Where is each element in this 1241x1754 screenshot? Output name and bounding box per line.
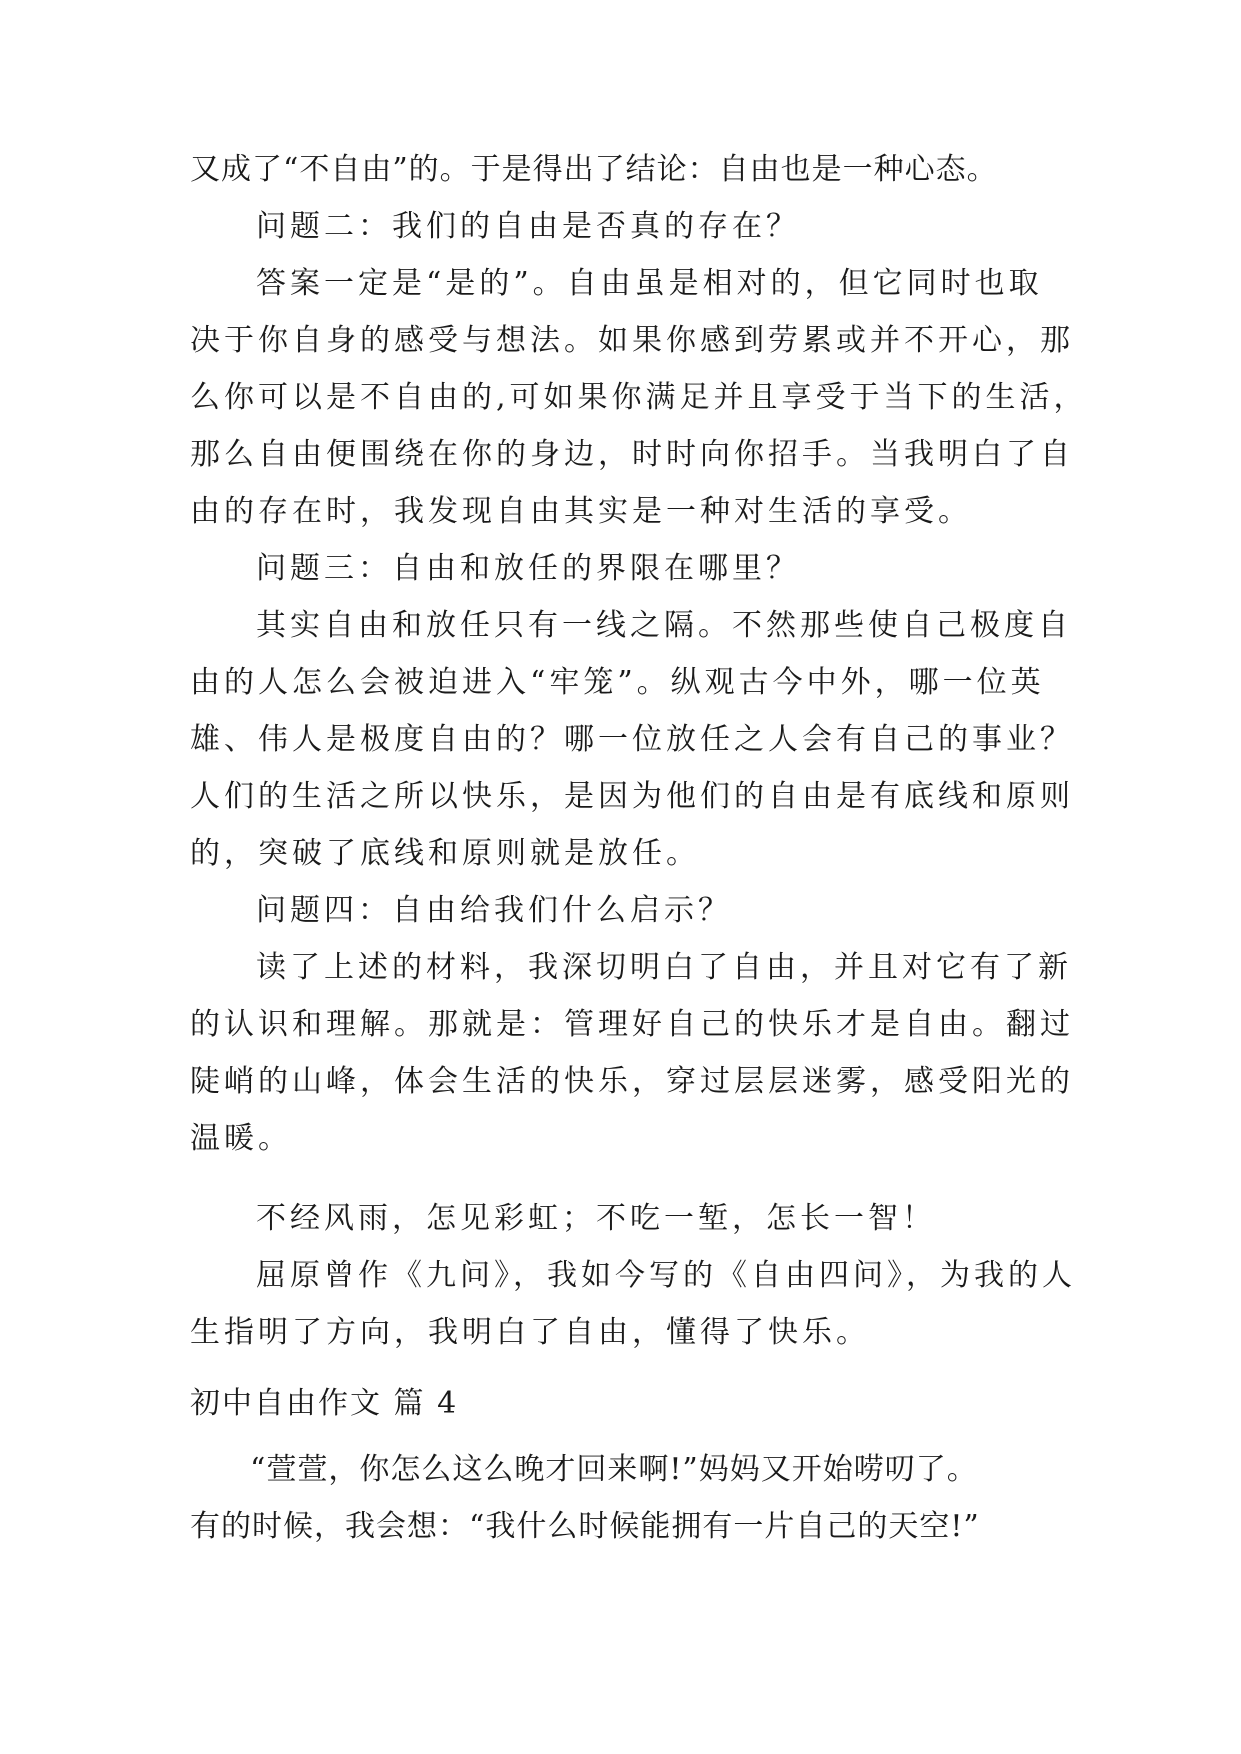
- text-line: 有的时候，我会想：“我什么时候能拥有一片自己的天空!”: [190, 1509, 980, 1544]
- text-line: 那么自由便围绕在你的身边，时时向你招手。当我明白了自: [190, 437, 1074, 472]
- text-line: “萱萱，你怎么这么晚才回来啊!”妈妈又开始唠叨了。: [250, 1452, 978, 1487]
- text-line: 其实自由和放任只有一线之隔。不然那些使自己极度自: [256, 608, 1072, 643]
- text-line: 由的存在时，我发现自由其实是一种对生活的享受。: [190, 494, 972, 529]
- question-three-heading: 问题三：自由和放任的界限在哪里？: [256, 551, 800, 586]
- text-line: 不经风雨，怎见彩虹；不吃一堑，怎长一智！: [256, 1201, 936, 1236]
- text-line: 么你可以是不自由的,可如果你满足并且享受于当下的生活，: [190, 380, 1088, 415]
- text-line: 由的人怎么会被迫进入“牢笼”。纵观古今中外，哪一位英: [190, 665, 1045, 700]
- question-two-heading: 问题二：我们的自由是否真的存在？: [256, 209, 800, 244]
- text-line: 雄、伟人是极度自由的？哪一位放任之人会有自己的事业？: [190, 722, 1074, 757]
- text-line: 答案一定是“是的”。自由虽是相对的，但它同时也取: [256, 266, 1043, 301]
- text-line: 生指明了方向，我明白了自由，懂得了快乐。: [190, 1315, 870, 1350]
- text-line: 又成了“不自由”的。于是得出了结论：自由也是一种心态。: [190, 152, 998, 187]
- text-line: 屈原曾作《九问》，我如今写的《自由四问》，为我的人: [256, 1258, 1076, 1293]
- text-line: 的认识和理解。那就是：管理好自己的快乐才是自由。翻过: [190, 1007, 1074, 1042]
- text-line: 人们的生活之所以快乐，是因为他们的自由是有底线和原则: [190, 779, 1074, 814]
- text-line: 陡峭的山峰，体会生活的快乐，穿过层层迷雾，感受阳光的: [190, 1064, 1074, 1099]
- section-heading: 初中自由作文 篇 4: [190, 1386, 459, 1421]
- text-line: 读了上述的材料，我深切明白了自由，并且对它有了新: [256, 950, 1072, 985]
- text-line: 决于你自身的感受与想法。如果你感到劳累或并不开心，那: [190, 323, 1074, 358]
- question-four-heading: 问题四：自由给我们什么启示？: [256, 893, 732, 928]
- text-line: 的，突破了底线和原则就是放任。: [190, 836, 700, 871]
- text-line: 温暖。: [190, 1121, 292, 1156]
